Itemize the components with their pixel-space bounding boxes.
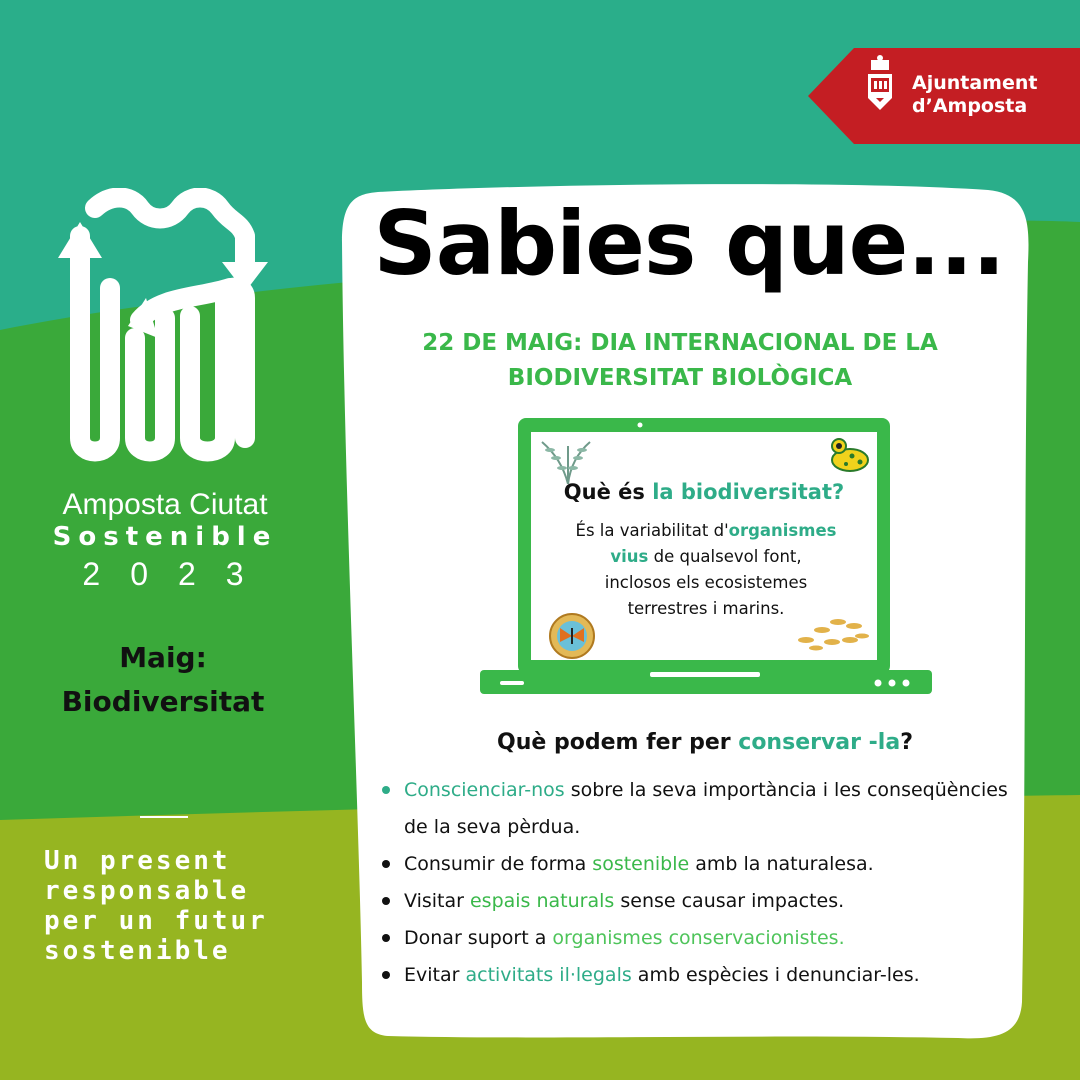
item-highlight: activitats il·legals [465, 964, 632, 986]
item-text: Consumir de forma [404, 853, 593, 875]
brand-name-line1: Amposta Ciutat [62, 488, 268, 521]
definition-after: de qualsevol font, [648, 547, 802, 566]
actions-heading-suffix: ? [900, 730, 913, 755]
definition-prefix: És la variabilitat d' [575, 521, 729, 540]
month-label: Maig: [119, 641, 207, 674]
org-name-line2: d’Amposta [912, 95, 1028, 117]
motto-line: responsable [44, 876, 250, 906]
subtitle-line1: 22 DE MAIG: DIA INTERNACIONAL DE LA [422, 330, 938, 356]
month-theme [40, 636, 286, 724]
brand-year: 2023 [82, 556, 274, 592]
item-highlight: Conscienciar-nos [404, 779, 565, 801]
screen-question [531, 480, 877, 504]
list-item [380, 846, 1030, 883]
list-item [380, 957, 1030, 994]
item-text: sobre la seva importància i les conseqüències de la seva pèrdua. [404, 779, 1008, 838]
definition-highlight1: organismes [728, 521, 837, 540]
subtitle-line2: BIODIVERSITAT BIOLÒGICA [507, 365, 853, 391]
item-text: amb espècies i denunciar-les. [631, 964, 920, 986]
item-text: amb la naturalesa. [689, 853, 874, 875]
actions-list [380, 772, 1030, 994]
definition-line4: terrestres i marins. [627, 599, 785, 618]
amposta-sostenible-logo-icon [40, 188, 290, 466]
screen-definition [545, 518, 867, 622]
item-text: sense causar impactes. [614, 890, 845, 912]
org-name-line1: Ajuntament [912, 72, 1038, 94]
ajuntament-name [912, 72, 1072, 118]
list-item [380, 883, 1030, 920]
definition-line1 [545, 518, 867, 544]
motto-line: sostenible [44, 936, 231, 966]
item-text: Donar suport a [404, 927, 553, 949]
item-text: Evitar [404, 964, 466, 986]
event-subtitle [370, 326, 990, 396]
motto-line: per un futur [44, 906, 268, 936]
motto-line: Un present [44, 846, 231, 876]
list-item [380, 920, 1030, 957]
item-text: Visitar [404, 890, 470, 912]
question-highlight: la biodiversitat? [652, 480, 845, 504]
actions-heading [370, 730, 1040, 755]
item-highlight: espais naturals [469, 890, 615, 912]
brand-name-line2: Sostenible [52, 522, 278, 552]
definition-highlight2: vius [610, 547, 649, 566]
definition-line3: inclosos els ecosistemes [604, 573, 808, 592]
actions-heading-prefix: Què podem fer per [497, 730, 739, 755]
fern-icon [538, 438, 598, 484]
frog-icon [826, 434, 872, 474]
item-highlight: sostenible [592, 853, 690, 875]
theme-label: Biodiversitat [61, 685, 265, 718]
question-prefix: Què és [563, 480, 653, 504]
actions-heading-highlight: conservar -la [738, 730, 901, 755]
list-item [380, 772, 1030, 846]
divider [140, 816, 188, 818]
motto [44, 846, 284, 966]
page-title: Sabies que... [373, 192, 1005, 295]
item-highlight: organismes conservacionistes. [552, 927, 845, 949]
definition-line2 [545, 544, 867, 570]
